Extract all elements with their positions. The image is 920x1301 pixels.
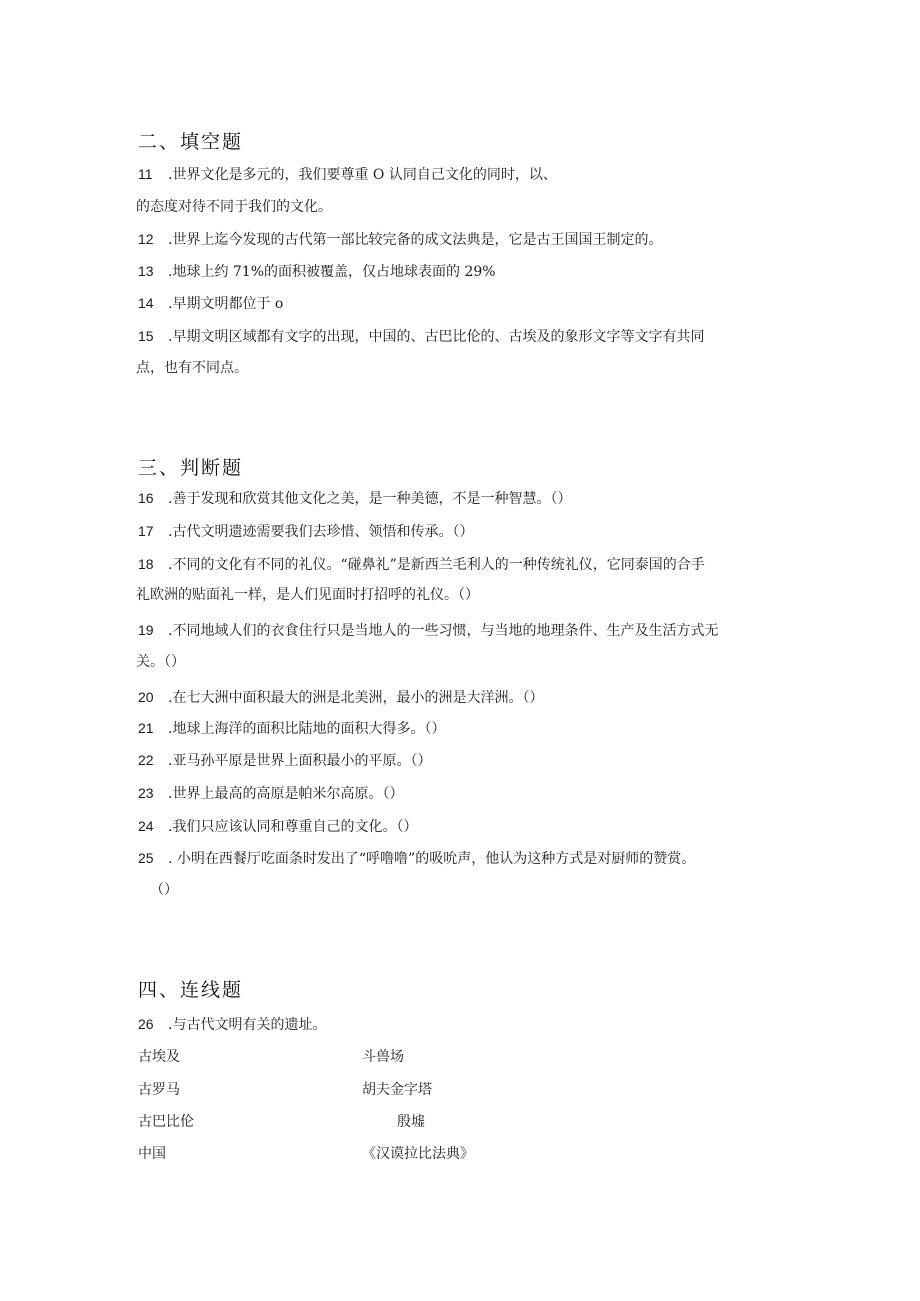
question-text: .世界上最高的高原是帕米尔高原。（） [168, 786, 404, 802]
question-19 [138, 621, 718, 640]
question-text: .亚马孙平原是世界上面积最小的平原。（） [168, 753, 432, 769]
question-19-continuation: 关。（） [136, 654, 185, 670]
match-right-item: 《汉谟拉比法典》 [362, 1146, 474, 1162]
question-text: .善于发现和欣赏其他文化之美，是一种美德，不是一种智慧。（） [168, 491, 572, 507]
question-15 [138, 327, 704, 346]
question-number: 18 [138, 556, 154, 572]
match-left-item: 古埃及 [138, 1049, 180, 1065]
question-24 [138, 817, 417, 836]
question-25 [138, 849, 695, 868]
question-text: .早期文明区域都有文字的出现，中国的、古巴比伦的、古埃及的象形文字等文字有共同 [168, 329, 705, 345]
question-text: .地球上海洋的面积比陆地的面积大得多。（） [168, 721, 446, 737]
match-right-item: 胡夫金字塔 [362, 1082, 432, 1098]
question-25-continuation: （） [150, 882, 178, 898]
question-21 [138, 719, 445, 738]
question-number: 15 [138, 328, 154, 344]
question-text: .古代文明遗迹需要我们去珍惜、领悟和传承。（） [168, 524, 474, 540]
match-left-item: 古巴比伦 [138, 1114, 194, 1130]
question-number: 13 [138, 263, 154, 279]
question-number: 25 [138, 850, 154, 866]
question-16 [138, 489, 571, 508]
question-number: 17 [138, 523, 154, 539]
question-11 [138, 165, 557, 184]
question-number: 19 [138, 622, 154, 638]
question-12 [138, 230, 662, 249]
question-number: 21 [138, 720, 154, 736]
question-number: 22 [138, 752, 154, 768]
question-23 [138, 784, 403, 803]
question-text: .在七大洲中面积最大的洲是北美洲，最小的洲是大洋洲。（） [168, 690, 544, 706]
section-title-fill: 二、填空题 [138, 131, 244, 153]
question-number: 24 [138, 818, 154, 834]
question-number: 26 [138, 1016, 154, 1032]
question-22 [138, 751, 431, 770]
question-15-continuation: 点，也有不同点。 [136, 360, 248, 376]
match-left-item: 中国 [138, 1146, 166, 1162]
question-number: 16 [138, 490, 154, 506]
question-text: .世界上迄今发现的古代第一部比较完备的成文法典是，它是古王国国王制定的。 [168, 232, 663, 248]
match-right-item: 殷墟 [397, 1114, 425, 1130]
question-11-continuation: 的态度对待不同于我们的文化。 [136, 199, 332, 215]
question-text: . 小明在西餐厅吃面条时发出了“呼噜噜”的吸吮声，他认为这种方式是对厨师的赞赏。 [168, 851, 696, 867]
question-number: 20 [138, 689, 154, 705]
question-text: .世界文化是多元的，我们要尊重 O 认同自己文化的同时，以、 [168, 167, 557, 183]
question-18 [138, 555, 705, 574]
match-left-item: 古罗马 [138, 1082, 180, 1098]
section-title-match: 四、连线题 [138, 979, 244, 1001]
question-13 [138, 262, 496, 281]
question-text: .不同的文化有不同的礼仪。“碰鼻礼”是新西兰毛利人的一种传统礼仪，它同泰国的合手 [168, 557, 705, 573]
question-number: 11 [138, 166, 153, 182]
match-right-item: 斗兽场 [362, 1049, 404, 1065]
section-title-judge: 三、判断题 [138, 457, 244, 479]
question-text: .不同地域人们的衣食住行只是当地人的一些习惯，与当地的地理条件、生产及生活方式无 [168, 623, 719, 639]
question-20 [138, 688, 543, 707]
question-14 [138, 294, 283, 313]
question-26 [138, 1015, 326, 1034]
question-text: .我们只应该认同和尊重自己的文化。（） [168, 819, 418, 835]
question-number: 14 [138, 295, 154, 311]
question-text: .地球上约 71%的面积被覆盖，仅占地球表面的 29% [168, 264, 496, 280]
question-18-continuation: 礼欧洲的贴面礼一样，是人们见面时打招呼的礼仪。（） [136, 587, 479, 603]
question-text: .与古代文明有关的遗址。 [168, 1017, 327, 1033]
question-number: 23 [138, 785, 154, 801]
question-17 [138, 522, 473, 541]
question-number: 12 [138, 231, 154, 247]
question-text: .早期文明都位于 o [168, 296, 284, 312]
